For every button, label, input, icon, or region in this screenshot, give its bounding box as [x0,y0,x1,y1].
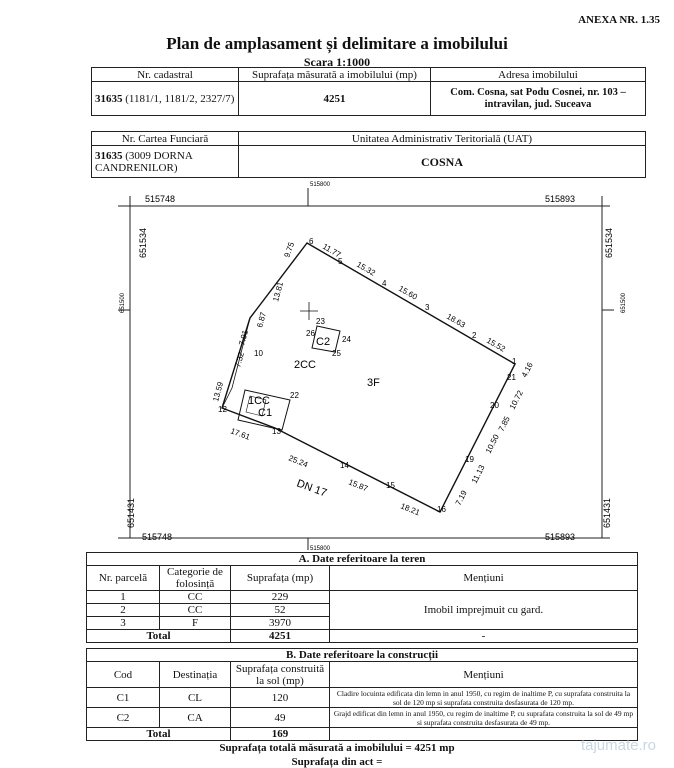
table-row: C1 CL 120 Cladire locuinta edificata din lemn in anul 1950, cu regim de inaltime P, cu suprafata construita la sol de 120 mp si suprafata construita desfasurata de 120 mp. [87,688,638,708]
total-area-line: Suprafața totală măsurată a imobilului = 4251 mp [219,742,455,754]
svg-text:18.63: 18.63 [445,311,467,330]
svg-text:7.32: 7.32 [233,351,246,369]
svg-text:13: 13 [272,427,281,436]
svg-text:4: 4 [382,279,387,288]
svg-text:5: 5 [338,257,343,266]
svg-text:22: 22 [290,391,299,400]
label-road: DN 17 [294,477,329,500]
svg-text:7.85: 7.85 [496,414,512,433]
coord-left-bottom: 651431 [126,497,136,528]
svg-text:13.81: 13.81 [271,280,286,303]
watermark: tajumate.ro [580,737,656,754]
header-cf: Nr. Cartea Funciară [92,132,239,146]
coord-left-mid: 651500 [120,292,126,313]
area-value: 4251 [239,82,431,116]
cadastral-value: 31635 (1181/1, 1181/2, 2327/7) [92,82,239,116]
svg-text:16: 16 [437,505,446,514]
svg-text:7.19: 7.19 [453,488,469,507]
svg-text:4.16: 4.16 [519,360,535,379]
address-value: Com. Cosna, sat Podu Cosnei, nr. 103 – intravilan, jud. Suceava [431,82,646,116]
label-c2: C2 [316,336,331,348]
header-cadastral: Nr. cadastral [92,68,239,82]
section-b-title: B. Date referitoare la construcții [87,649,638,662]
svg-text:15.32: 15.32 [355,259,377,278]
coord-top-right: 515893 [545,194,576,204]
svg-text:10: 10 [254,349,263,358]
page-title: Plan de amplasament și delimitare a imobilului [166,34,508,53]
label-1cc: 1CC [248,395,271,407]
land-mentions: Imobil imprejmuit cu gard. [330,591,638,630]
svg-text:15.60: 15.60 [397,283,419,302]
svg-text:17.61: 17.61 [229,426,252,442]
svg-text:12: 12 [218,405,227,414]
coord-bottom-right: 515893 [545,532,576,542]
coord-top-left: 515748 [145,194,176,204]
section-a-title: A. Date referitoare la teren [87,553,638,566]
scale-label: Scara 1:1000 [303,55,371,69]
svg-text:2: 2 [472,331,477,340]
coord-left-top: 651534 [138,227,148,258]
header-uat: Unitatea Administrativ Teritorială (UAT) [239,132,646,146]
svg-text:21: 21 [507,373,516,382]
uat-value: COSNA [239,146,646,178]
label-2cc: 2CC [294,359,317,371]
label-c1: C1 [258,407,273,419]
construction-data-table: B. Date referitoare la construcții Cod Destinația Suprafața construită la sol (mp) Mențiuni C1 CL 120 Cladire locuinta edificata din lemn in anul 1950, cu regim de inaltime P, cu suprafata construita la sol de 120 mp si suprafata construita desfasurata de 120 mp. C2 CA 49 Grajd edificat din lemn in anul 1950, cu regim de inaltime P, cu suprafata construita la sol de 49 mp si suprafata construita desfasurata de 49 mp. Total 169 [86,648,638,741]
svg-text:19: 19 [465,455,474,464]
cf-value: 31635 (3009 DORNA CANDRENILOR) [92,146,239,178]
svg-text:6: 6 [309,237,314,246]
act-area-line: Suprafața din act = [291,756,383,768]
coord-bottom-left: 515748 [142,532,173,542]
svg-text:7.91: 7.91 [237,329,250,347]
table-row: 1 CC 229 Imobil imprejmuit cu gard. [87,591,638,604]
annex-label: ANEXA NR. 1.35 [578,14,660,26]
svg-text:20: 20 [490,401,499,410]
svg-text:25.24: 25.24 [287,453,310,470]
coord-right-bottom: 651431 [602,497,612,528]
svg-text:13.59: 13.59 [211,380,226,403]
coord-top-mid: 515800 [310,182,331,188]
table-row: C2 CA 49 Grajd edificat din lemn in anul 1950, cu regim de inaltime P, cu suprafata construita la sol de 49 mp si suprafata construita desfasurata de 49 mp. [87,708,638,728]
label-3f: 3F [367,377,380,389]
land-data-table: A. Date referitoare la teren Nr. parcelă Categorie de folosință Suprafața (mp) Mențiuni 1 CC 229 Imobil imprejmuit cu gard. 2 CC 52 3 F 3970 Total 4251 - [86,552,638,643]
svg-text:3: 3 [425,303,430,312]
svg-text:15.87: 15.87 [347,477,370,494]
land-book-table [91,131,646,178]
svg-text:11.13: 11.13 [469,463,487,485]
coord-right-top: 651534 [604,227,614,258]
svg-text:15: 15 [386,481,395,490]
coord-right-mid: 651500 [621,292,627,313]
svg-text:11.77: 11.77 [321,241,343,260]
svg-text:26: 26 [306,329,315,338]
svg-text:10.72: 10.72 [507,388,525,411]
svg-text:9.75: 9.75 [282,240,297,259]
cadastral-table [91,67,646,116]
coord-bottom-mid: 515800 [310,546,331,550]
svg-text:14: 14 [340,461,349,470]
svg-text:25: 25 [332,349,341,358]
svg-text:24: 24 [342,335,351,344]
svg-text:6.87: 6.87 [255,311,268,329]
header-area: Suprafața măsurată a imobilului (mp) [239,68,431,82]
svg-text:15.52: 15.52 [485,335,507,354]
table-row: 3 F 3970 [87,617,638,630]
svg-text:18.21: 18.21 [399,501,422,518]
table-row: 2 CC 52 [87,604,638,617]
svg-text:23: 23 [316,317,325,326]
site-plan [0,178,674,550]
svg-text:1: 1 [512,357,517,366]
header-address: Adresa imobilului [431,68,646,82]
svg-text:10.50: 10.50 [483,432,501,455]
